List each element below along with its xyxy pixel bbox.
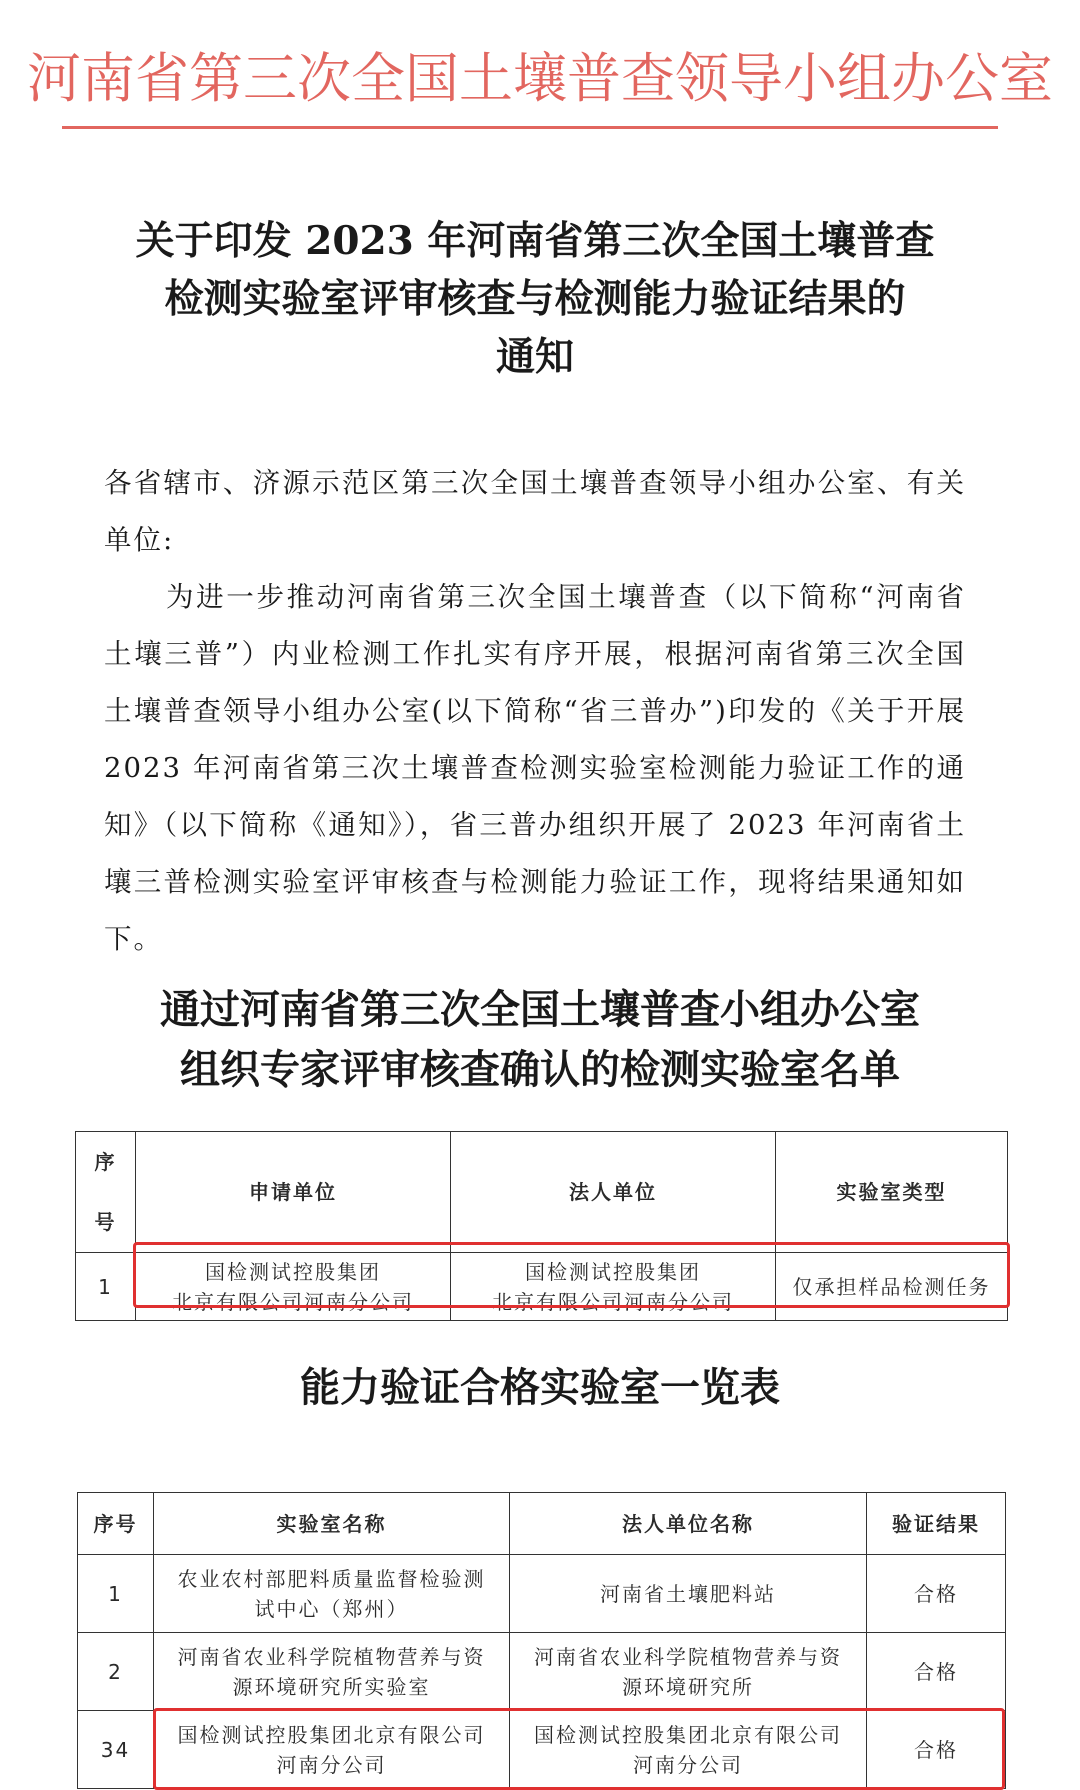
cell-line: 国检测试控股集团 bbox=[205, 1259, 381, 1284]
cell-no: 1 bbox=[78, 1555, 154, 1633]
cell-legal bbox=[510, 1711, 867, 1789]
table-row bbox=[78, 1711, 1006, 1789]
cell-line: 源环境研究所实验室 bbox=[232, 1674, 431, 1699]
cell-line: 河南省土壤肥料站 bbox=[600, 1581, 776, 1606]
cell-line: 试中心（郑州） bbox=[254, 1596, 409, 1621]
notice-title-line: 关于印发 2023 年河南省第三次全国土壤普查 bbox=[135, 218, 935, 264]
cell-line: 源环境研究所 bbox=[622, 1674, 754, 1699]
cell-line: 农业农村部肥料质量监督检验测 bbox=[177, 1566, 486, 1591]
cell-line: 河南省农业科学院植物营养与资 bbox=[534, 1644, 842, 1669]
col-header-no: 序 号 bbox=[76, 1132, 136, 1253]
col-header-lab: 实验室名称 bbox=[154, 1493, 510, 1555]
cell-lab bbox=[154, 1633, 510, 1711]
table-row bbox=[78, 1555, 1006, 1633]
salutation: 各省辖市、济源示范区第三次全国土壤普查领导小组办公室、有关单位: bbox=[104, 467, 966, 556]
notice-body bbox=[104, 455, 966, 968]
cell-no: 2 bbox=[78, 1633, 154, 1711]
qualified-lab-title: 能力验证合格实验室一览表 bbox=[300, 1364, 780, 1411]
cell-lab bbox=[154, 1711, 510, 1789]
cell-line: 国检测试控股集团 bbox=[525, 1259, 701, 1284]
lab-list-title-line: 组织专家评审核查确认的检测实验室名单 bbox=[180, 1046, 900, 1093]
col-header-no: 序号 bbox=[78, 1493, 154, 1555]
cell-result: 合格 bbox=[867, 1711, 1006, 1789]
qualified-lab-table bbox=[77, 1492, 1006, 1789]
cell-legal bbox=[510, 1633, 867, 1711]
col-header-type: 实验室类型 bbox=[776, 1132, 1008, 1253]
table-header-row bbox=[78, 1493, 1006, 1555]
cell-line: 北京有限公司河南分公司 bbox=[172, 1289, 414, 1314]
cell-line: 河南分公司 bbox=[633, 1752, 743, 1777]
cell-type: 仅承担样品检测任务 bbox=[776, 1253, 1008, 1321]
cell-legal bbox=[451, 1253, 776, 1321]
notice-title bbox=[60, 212, 1010, 386]
notice-title-line: 检测实验室评审核查与检测能力验证结果的 bbox=[164, 276, 906, 322]
table-header-row bbox=[76, 1132, 1008, 1253]
header-divider bbox=[62, 126, 998, 129]
cell-result: 合格 bbox=[867, 1633, 1006, 1711]
cell-no: 34 bbox=[78, 1711, 154, 1789]
notice-title-line: 通知 bbox=[495, 334, 574, 380]
col-header-legal: 法人单位 bbox=[451, 1132, 776, 1253]
col-header-legal: 法人单位名称 bbox=[510, 1493, 867, 1555]
cell-result: 合格 bbox=[867, 1555, 1006, 1633]
cell-line: 河南分公司 bbox=[276, 1752, 387, 1777]
cell-lab bbox=[154, 1555, 510, 1633]
cell-line: 北京有限公司河南分公司 bbox=[492, 1289, 734, 1314]
cell-line: 河南省农业科学院植物营养与资 bbox=[177, 1644, 486, 1669]
body-paragraph: 为进一步推动河南省第三次全国土壤普查（以下简称“河南省土壤三普”）内业检测工作扎实有序开展，根据河南省第三次全国土壤普查领导小组办公室(以下简称“省三普办”)印发的《关于开展 2023 年河南省第三次土壤普查检测实验室检测能力验证工作的通知》（以下简称《通知》），省三普办组织开展了 2023 年河南省土壤三普检测实验室评审核查与检测能力验证工作，现将结果通知如下。 bbox=[104, 581, 966, 955]
cell-no: 1 bbox=[76, 1253, 136, 1321]
col-header-applicant: 申请单位 bbox=[136, 1132, 451, 1253]
table-row bbox=[76, 1253, 1008, 1321]
issuing-office-header: 河南省第三次全国土壤普查领导小组办公室 bbox=[27, 47, 1053, 110]
cell-applicant bbox=[136, 1253, 451, 1321]
cell-line: 国检测试控股集团北京有限公司 bbox=[534, 1722, 842, 1747]
table-row bbox=[78, 1633, 1006, 1711]
cell-line: 国检测试控股集团北京有限公司 bbox=[177, 1722, 486, 1747]
lab-list-title-line: 通过河南省第三次全国土壤普查小组办公室 bbox=[160, 986, 920, 1033]
lab-list-title bbox=[40, 980, 1040, 1100]
cell-legal bbox=[510, 1555, 867, 1633]
col-header-result: 验证结果 bbox=[867, 1493, 1006, 1555]
approved-lab-table bbox=[75, 1131, 1008, 1321]
